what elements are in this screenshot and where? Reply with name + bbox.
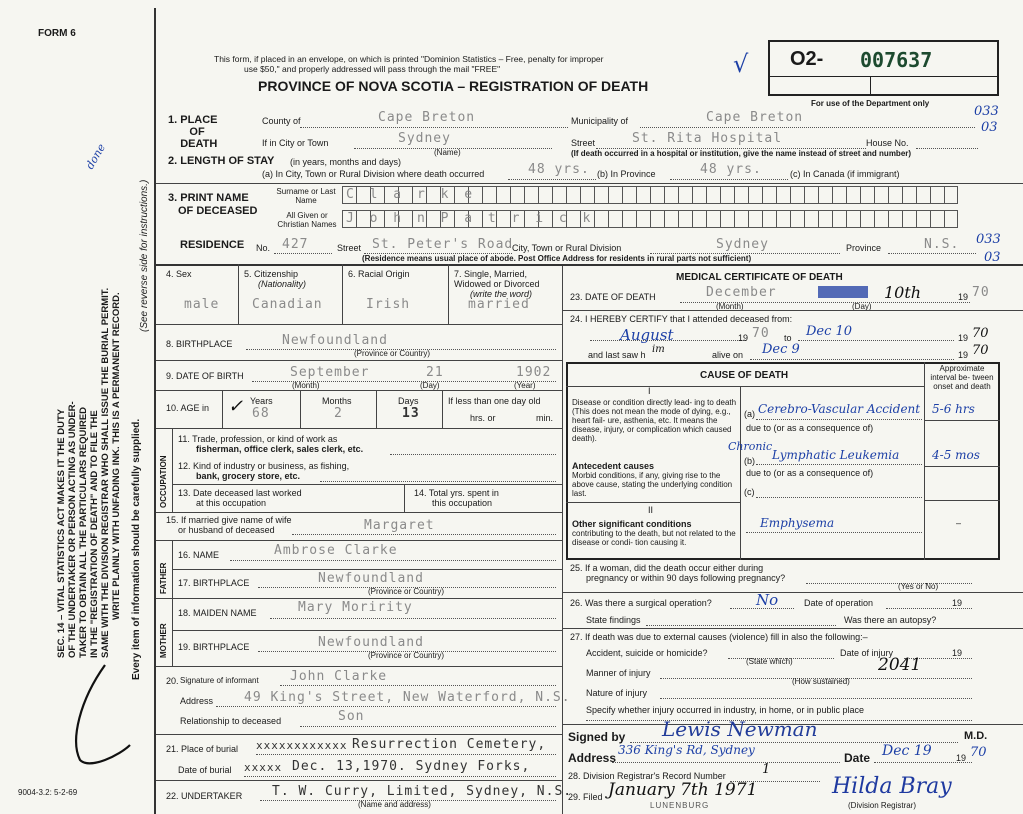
birthplace-caption: (Province or Country) [354,349,431,358]
informant-name: John Clarke [290,669,388,684]
sec14-line1: SEC. 14 – VITAL STATISTICS ACT MAKES IT THE DUTY [56,408,67,658]
burial-date: Dec. 13,1970. Sydney Forks, [292,759,531,774]
racial-value: Irish [366,297,411,312]
city-name-caption: (Name) [434,148,461,157]
given-label: All Given or Christian Names [277,211,337,229]
birthplace-value: Newfoundland [282,333,388,348]
spouse-value: Margaret [364,518,435,533]
city-value: Sydney [398,131,451,146]
reg-prefix: O2- [790,48,824,70]
city-label: If in City or Town [262,138,329,148]
undertaker-caption: (Name and address) [358,800,431,809]
days-value: 13 [402,406,420,421]
deceased-label-1: 3. PRINT NAME [168,192,249,204]
to-year-prefix: 19 [958,333,969,343]
op-date-label: Date of operation [804,598,874,608]
envelope-notice-1: This form, if placed in an envelope, on which is printed "Dominion Statistics – Free, penalty for improper [214,54,604,64]
reg-number: 007637 [860,48,933,72]
age-check-icon: ✓ [228,396,244,417]
md-label: M.D. [964,730,988,742]
mother-maiden-name: Mary Moririty [298,600,413,615]
stay-a-value: 48 yrs. [528,162,590,177]
residence-division: Sydney [716,237,769,252]
deceased-label-2: OF DECEASED [178,205,258,217]
surname-label: Surname or Last Name [276,187,336,205]
record-number: 1 [762,762,771,777]
days-label: Days [398,396,419,406]
stay-b-label: (b) In Province [597,169,656,179]
place-code-1: 033 [974,104,999,119]
envelope-notice-2: use $50," and properly addressed will pass through the mail "FREE" [244,64,501,74]
q15b-label: or husband of deceased [178,525,275,535]
years-value: 68 [252,406,270,421]
given-name-value: J o h n P a t r i c k [346,211,595,226]
residence-division-label: City, Town or Rural Division [512,243,622,253]
sec14-line4: IN THE "REGISTRATION OF DEATH" AND TO FILE THE [89,410,100,658]
county-label: County of [262,116,301,126]
surgery-value: No [756,591,779,609]
citizenship-label: 5. Citizenship [244,269,299,279]
q17-label: 17. BIRTHPLACE [178,578,250,588]
q15-label: 15. If married give name of wife [166,515,292,525]
mother-side-label: MOTHER [159,623,168,658]
to-year: 70 [972,326,989,341]
father-birthplace-caption: (Province or Country) [368,587,445,596]
citizenship-value: Canadian [252,297,323,312]
birthplace-label: 8. BIRTHPLACE [166,339,233,349]
to-label: to [784,333,792,343]
scribbled-out-mark [818,286,868,298]
q25b-label: pregnancy or within 90 days following pregnancy? [586,573,786,583]
cause-a-label: (a) [744,409,755,419]
q13b-label: at this occupation [196,498,267,508]
dob-year: 1902 [516,365,552,380]
q29-label: 29. Filed [568,792,603,802]
undertaker-value: T. W. Curry, Limited, Sydney, N.S. [272,784,573,799]
residence-code-1: 033 [976,232,1001,247]
residence-label: RESIDENCE [180,239,245,251]
q18-label: 18. MAIDEN NAME [178,608,257,618]
cause-b-interval: 4-5 mos [932,448,980,462]
sig-address: 336 King's Rd, Sydney [618,743,755,757]
q20-label: 20. [166,676,179,686]
q14-label: 14. Total yrs. spent in [414,488,499,498]
disease-label: Disease or condition directly lead- ing to death (This does not mean the mode of dying, e.g., heart fail- ure, asthenia, etc. It means the disease, injury, or complication which caused death). [572,398,737,443]
from-year-prefix: 19 [738,333,749,343]
alive-label: alive on [712,350,744,360]
column-divider [562,264,563,814]
q16-label: 16. NAME [178,550,220,560]
filed-stamp: LUNENBURG [650,801,710,810]
mother-birthplace-caption: (Province or Country) [368,651,445,660]
death-day-caption: (Day) [852,302,872,311]
cause-a-interval: 5-6 hrs [932,402,975,416]
hrs-label: hrs. or [470,413,496,423]
antecedent-label: Antecedent causes [572,461,655,471]
dob-day: 21 [426,365,444,380]
cause-c-label: (c) [744,487,755,497]
sig-date-label: Date [844,751,871,765]
q23-label: 23. DATE OF DEATH [570,292,656,302]
q24-label: 24. I HEREBY CERTIFY that I attended deceased from: [570,314,793,324]
min-label: min. [536,413,554,423]
cause-b-label: (b) [744,456,755,466]
last-saw-date: Dec 9 [762,342,800,357]
place-code-2: 03 [981,120,998,135]
death-month-caption: (Month) [716,302,744,311]
dob-month-caption: (Month) [292,381,320,390]
q13-label: 13. Date deceased last worked [178,488,302,498]
q12-label: 12. Kind of industry or business, as fishing, [178,461,350,471]
accident-label: Accident, suicide or homicide? [586,648,708,658]
op-year-prefix: 19 [952,598,963,608]
last-saw-label: and last saw h [588,350,646,360]
dob-day-caption: (Day) [420,381,440,390]
q14b-label: this occupation [432,498,493,508]
stay-b-value: 48 yrs. [700,162,762,177]
due-to-label-1: due to (or as a consequence of) [746,423,874,433]
form-left-border [154,8,156,814]
q28-label: 28. Division Registrar's Record Number [568,771,726,781]
occupation-side-label: OCCUPATION [159,455,168,508]
last-year-prefix: 19 [958,350,969,360]
attended-from: August [620,326,674,344]
injury-date-label: Date of injury [840,648,894,658]
father-name: Ambrose Clarke [274,543,398,558]
marital-label-2: Widowed or Divorced [454,279,540,289]
burial-date-label: Date of burial [178,765,232,775]
sec14-line5: SAME WITH THE DIVISION REGISTRAR WHO SHALL ISSUE THE BURIAL PERMIT. [100,287,111,658]
marital-label-1: 7. Single, Married, [454,269,528,279]
last-year: 70 [972,343,989,358]
signer-signature: Lewis Newman [662,717,818,741]
q22-label: 22. UNDERTAKER [166,791,243,801]
citizenship-sub: (Nationality) [258,279,307,289]
months-value: 2 [334,406,343,421]
residence-street: St. Peter's Road [372,237,514,252]
dob-year-caption: (Year) [514,381,536,390]
residence-province: N.S. [924,237,960,252]
q27-label: 27. If death was due to external causes (violence) fill in also the following:– [570,632,868,642]
q11b-label: fisherman, office clerk, sales clerk, etc. [196,444,364,454]
check-mark-icon: √ [733,50,749,78]
less-day-label: If less than one day old [448,396,541,406]
dept-use-note: For use of the Department only [811,99,930,108]
stay-c-label: (c) In Canada (if immigrant) [790,169,900,179]
relationship-value: Son [338,709,365,724]
burial-struck: xxxxxxxxxxxx [256,739,348,752]
death-day: 10th [884,283,922,302]
months-label: Months [322,396,352,406]
other-value: Emphysema [760,516,835,530]
sec14-line3: TAKER TO OBTAIN ALL THE PARTICULARS REQUIRED [78,406,89,658]
section-1-label: I [648,386,651,396]
state-which-caption: (State which) [746,657,793,666]
residence-note: (Residence means usual place of abode. Post Office Address for residents in rural parts not sufficient) [362,254,752,263]
last-saw-pronoun: im [652,344,665,355]
form-number: FORM 6 [38,28,76,39]
municipality-value: Cape Breton [706,110,804,125]
interval-label: Approximate interval be- tween onset and death [930,364,994,391]
other-conditions-text: contributing to the death, but not related to the disease or condi- tion causing it. [572,529,736,547]
findings-label: State findings [586,615,641,625]
residence-code-2: 03 [984,250,1001,265]
cause-a-value: Cerebro-Vascular Accident [758,402,921,416]
registrar-signature: Hilda Bray [832,774,952,799]
medical-heading: MEDICAL CERTIFICATE OF DEATH [676,272,843,283]
due-to-label-2: due to (or as a consequence of) [746,468,874,478]
attended-to: Dec 10 [806,324,853,339]
residence-street-label: Street [337,243,362,253]
dob-label: 9. DATE OF BIRTH [166,371,244,381]
from-year: 70 [752,326,770,341]
death-year: 70 [972,285,990,300]
section-2-label: II [648,505,654,515]
residence-number: 427 [282,237,309,252]
margin-handwriting: done [83,141,109,172]
sec14-line6: WRITE PLAINLY WITH UNFADING INK. THIS IS A PERMANENT RECORD. [111,292,122,620]
manner-value: 2041 [878,655,922,675]
yes-no-caption: (Yes or No) [898,582,939,591]
place-of-death-label: 1. PLACE OF DEATH [168,114,218,150]
county-value: Cape Breton [378,110,476,125]
specify-label: Specify whether injury occurred in industry, in home, or in public place [586,705,864,715]
signed-by-label: Signed by [568,730,626,744]
informant-address: 49 King's Street, New Waterford, N.S. [244,690,571,705]
other-conditions-label: Other significant conditions [572,519,692,529]
other-interval: – [956,518,962,528]
residence-no-label: No. [256,243,271,253]
sig-date: Dec 19 [882,743,932,759]
antecedent-text: Morbid conditions, if any, giving rise to the above cause, stating the underlying condition last. [572,471,733,498]
mother-birthplace: Newfoundland [318,635,424,650]
burial-date-struck: xxxxx [244,761,283,774]
nature-label: Nature of injury [586,688,648,698]
registration-number-box [768,40,999,96]
cause-heading: CAUSE OF DEATH [700,370,789,381]
sex-value: male [184,297,220,312]
relationship-label: Relationship to deceased [180,716,282,726]
length-stay-sublabel: (in years, months and days) [290,157,402,167]
sex-label: 4. Sex [166,269,192,279]
sig-address-label: Address [568,751,617,765]
autopsy-label: Was there an autopsy? [844,615,937,625]
municipality-label: Municipality of [571,116,629,126]
dob-month: September [290,365,370,380]
surname-value: C l a r k e [346,187,477,202]
manner-label: Manner of injury [586,668,651,678]
stay-a-label: (a) In City, Town or Rural Division where death occurred [262,169,485,179]
racial-label: 6. Racial Origin [348,269,410,279]
length-stay-label: 2. LENGTH OF STAY [168,155,275,167]
q26-label: 26. Was there a surgical operation? [570,598,712,608]
place-note: (If death occurred in a hospital or institution, give the name instead of street and number) [571,149,912,158]
q25-label: 25. If a woman, did the death occur either during [570,563,764,573]
injury-year-prefix: 19 [952,648,963,658]
years-label: Years [250,396,273,406]
marital-value: married [468,297,530,312]
residence-province-label: Province [846,243,882,253]
sec14-line2: OF THE UNDERTAKER OR PERSON ACTING AS UNDER- [67,401,78,658]
q12b-label: bank, grocery store, etc. [196,471,301,481]
q21-label: 21. Place of burial [166,744,239,754]
page-title: PROVINCE OF NOVA SCOTIA – REGISTRATION OF DEATH [258,78,649,94]
every-item-note: Every item of information should be carefully supplied. [131,418,142,680]
see-reverse-note: (See reverse side for instructions.) [139,179,150,332]
informant-sig-label: Signature of informant [180,676,259,685]
father-side-label: FATHER [159,562,168,594]
cause-b-value: Lymphatic Leukemia [772,448,900,462]
filed-date: January 7th 1971 [608,780,758,800]
margin-initial-mark [60,660,140,780]
father-birthplace: Newfoundland [318,571,424,586]
cause-b-prefix: Chronic [728,440,773,453]
registrar-caption: (Division Registrar) [848,801,917,810]
marital-label-3: (write the word) [470,289,533,299]
q11-label: 11. Trade, profession, or kind of work as [178,434,338,444]
burial-place: Resurrection Cemetery, [352,737,547,752]
street-value: St. Rita Hospital [632,131,783,146]
sig-year: 70 [970,745,987,760]
death-month: December [706,285,777,300]
age-label: 10. AGE in [166,403,210,413]
street-label: Street [571,138,596,148]
informant-address-label: Address [180,696,214,706]
house-label: House No. [866,138,909,148]
how-sustained-caption: (How sustained) [792,677,850,686]
q19-label: 19. BIRTHPLACE [178,642,250,652]
form-code: 9004-3.2: 5-2-69 [18,788,78,797]
sig-year-prefix: 19 [956,753,967,763]
death-year-prefix: 19 [958,292,969,302]
